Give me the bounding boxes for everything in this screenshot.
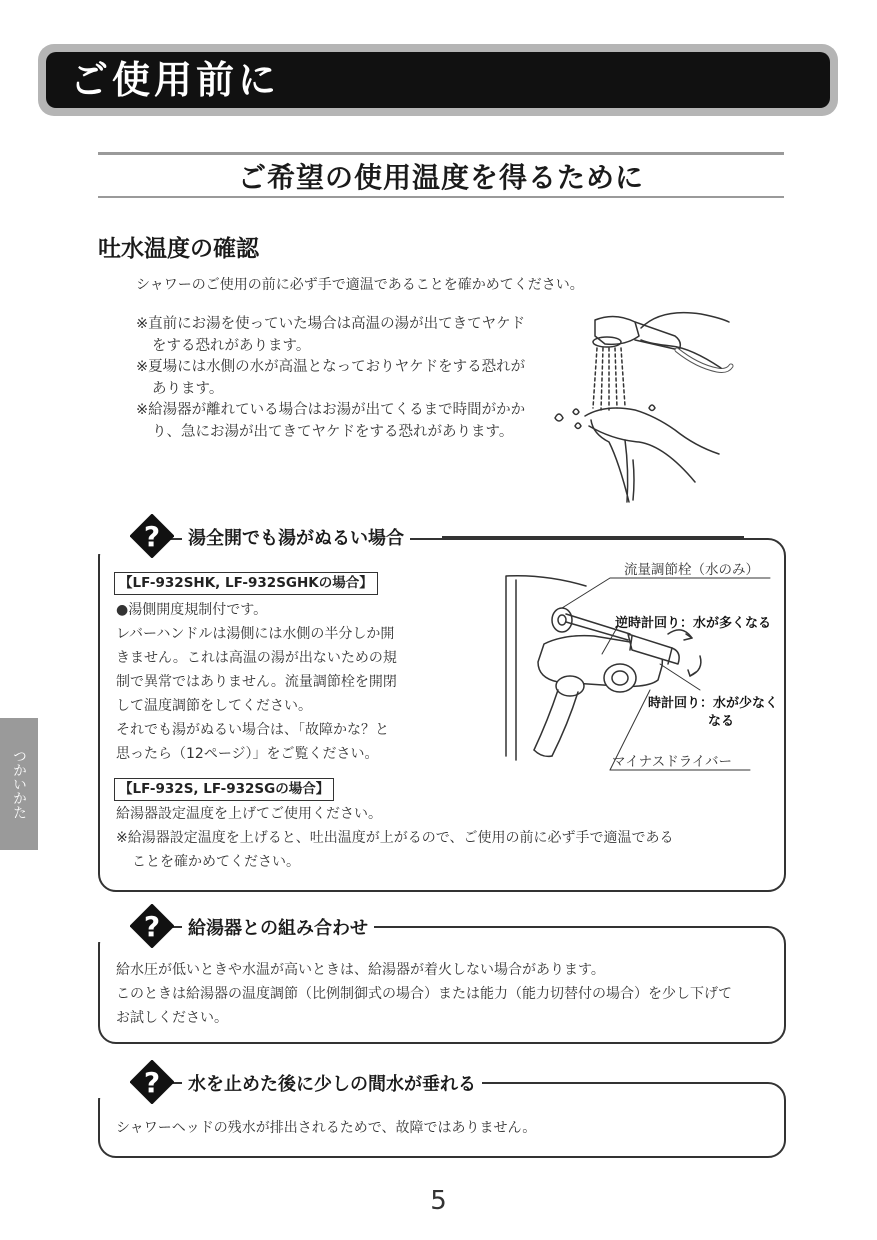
text-line: ことを確かめてください。 [132,854,300,870]
page-title: ご使用前に [70,58,281,102]
q2-title-rule [398,926,744,928]
q3-title: 水を止めた後に少しの間水が垂れる [182,1070,482,1096]
faucet-diagram [500,560,780,780]
label-clockwise: 時計回り：水が少なく [648,696,779,711]
q3-title-rule [520,1082,744,1084]
text-line: お試しください。 [116,1010,228,1026]
svg-text:?: ? [143,910,161,943]
side-tab [0,718,38,850]
model-tag: 【LF-932S, LF-932SGの場合】 [114,778,334,801]
text-line: ※給湯器設定温度を上げると、吐出温度が上がるので、ご使用の前に必ず手で適温である [116,830,674,846]
note-item: ※給湯器が離れている場合はお湯が出てくるまで時間がかかり、急にお湯が出てきてヤケドをする恐れがあります。 [136,402,526,440]
text-line: 給水圧が低いときや水温が高いときは、給湯器が着火しない場合があります。 [116,962,605,978]
label-counterclockwise: 逆時計回り：水が多くなる [615,616,772,631]
question-icon [130,904,174,948]
note-item: ※直前にお湯を使っていた場合は高温の湯が出てきてヤケドをする恐れがあります。 [136,316,526,354]
label-clockwise-2: なる [708,714,735,729]
q3-text: シャワーヘッドの残水が排出されるためで、故障ではありません。 [116,1120,537,1136]
svg-text:?: ? [143,1066,161,1099]
text-line: きません。これは高温の湯が出ないための規 [116,650,397,666]
q1-title-rule [442,536,744,538]
shower-hands-illustration [545,300,735,505]
label-screwdriver: マイナスドライバー [612,754,733,770]
text-line: このときは給湯器の温度調節（比例制御式の場合）または能力（能力切替付の場合）を少し下げて [116,986,732,1002]
label-flow-valve: 流量調節栓（水のみ） [624,562,759,578]
text-line: 制で異常ではありません。流量調節栓を開閉 [116,674,397,690]
model-tag: 【LF-932SHK, LF-932SGHKの場合】 [114,572,378,595]
svg-text:?: ? [143,520,161,553]
q2-title: 給湯器との組み合わせ [182,914,374,940]
q1-model1-text [116,598,436,766]
page-number: 5 [430,1186,447,1216]
side-tab-label: つかいかた [11,749,27,819]
check-notes [136,314,526,443]
text-line: して温度調節をしてください。 [116,698,312,714]
section-title: ご希望の使用温度を得るために [237,161,644,194]
text-line: 給湯器設定温度を上げてご使用ください。 [116,806,382,822]
q1-title: 湯全開でも湯がぬるい場合 [182,524,410,550]
question-icon [130,1060,174,1104]
text-line: それでも湯がぬるい場合は、「故障かな？と [116,722,389,738]
text-line: 思ったら（12ページ）」をご覧ください。 [116,746,379,762]
section-rule-top [98,152,784,155]
question-icon [130,514,174,558]
note-item: ※夏場には水側の水が高温となっておりヤケドをする恐れがあります。 [136,359,526,397]
q2-text [116,958,776,1030]
check-intro: シャワーのご使用の前に必ず手で適温であることを確かめてください。 [136,277,584,293]
text-line: レバーハンドルは湯側には水側の半分しか開 [116,626,395,642]
section-rule-bottom [98,196,784,198]
q1-model2-text [116,802,776,874]
check-heading: 吐水温度の確認 [98,236,259,262]
text-line: ●湯側開度規制付です。 [116,602,268,618]
